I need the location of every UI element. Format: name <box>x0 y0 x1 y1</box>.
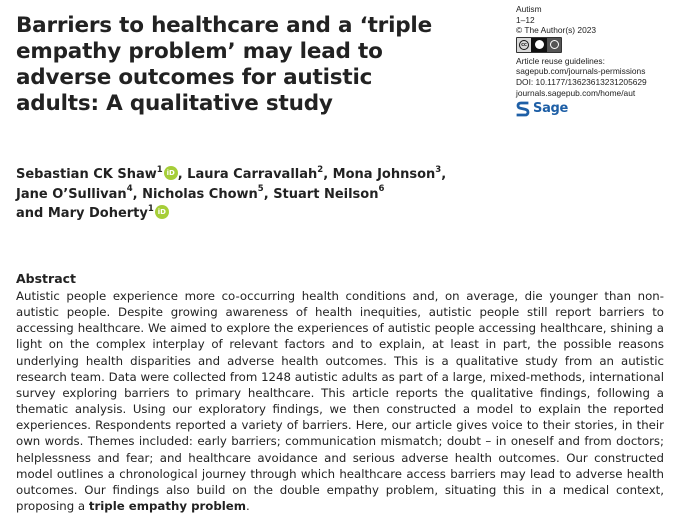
abstract-body-text: Autistic people experience more co-occurring health conditions and, on average, die younger than non-autistic people. Despite growing awareness of health inequities, autistic people still report barriers to accessing healthcare. We aimed to explore the experiences of autistic people accessing healthcare, shining a light on the complex interplay of relevant factors and to explain, at least in part, the possible reasons underlying health disparities and adverse health outcomes. This is a qualitative study from an autistic research team. Data were collected from 1248 autistic adults as part of a large, mixed-methods, international survey exploring barriers to primary healthcare. This article reports the qualitative findings, following a thematic analysis. Using our exploratory findings, we then constructed a model to explain the reported experiences. Respondents reported a variety of barriers. Here, our article gives voice to their stories, in their own words. Themes included: early barriers; communication mismatch; doubt – in oneself and from doctors; helplessness and fear; and healthcare avoidance and serious adverse health outcomes. Our constructed model outlines a chronological journey through which healthcare access barriers may lead to adverse health outcomes. Our findings also build on the double empathy problem, situating this in a medical context, proposing a <box>16 289 664 514</box>
sage-s-icon <box>516 101 530 117</box>
orcid-icon[interactable]: iD <box>155 205 169 219</box>
author-name: Stuart Neilson <box>273 186 379 202</box>
abstract-end: . <box>246 499 250 514</box>
affiliation-marker: 5 <box>257 184 264 195</box>
abstract-heading: Abstract <box>16 271 77 286</box>
abstract-text <box>16 288 664 514</box>
author-name: Mona Johnson <box>332 167 436 182</box>
author-name: Mary Doherty <box>47 206 148 221</box>
affiliation-marker: 3 <box>435 164 442 175</box>
abstract-emphasis: triple empathy problem <box>88 499 247 514</box>
publisher-name: Sage <box>533 100 569 116</box>
affiliation-marker: 2 <box>317 164 324 175</box>
page-range: 1–12 <box>516 14 535 25</box>
author-name: Nicholas Chown <box>142 186 258 202</box>
author-name: Laura Carravallah <box>187 167 318 182</box>
doi[interactable]: DOI: 10.1177/13623613231205629 <box>516 76 647 87</box>
reuse-label: Article reuse guidelines: <box>516 55 605 66</box>
orcid-icon[interactable]: iD <box>164 166 178 180</box>
author-name: Jane O’Sullivan <box>16 186 127 202</box>
affiliation-marker: 4 <box>126 184 133 195</box>
affiliation-marker: 6 <box>378 184 385 195</box>
journal-link[interactable]: journals.sagepub.com/home/aut <box>516 87 636 98</box>
journal-name: Autism <box>516 4 542 14</box>
journal-meta <box>516 4 676 117</box>
article-title: Barriers to healthcare and a ‘triple empathy problem’ may lead to adverse outcomes for autistic adults: A qualitative study <box>16 13 432 116</box>
author-name: Sebastian CK Shaw <box>16 167 157 182</box>
reuse-link[interactable]: sagepub.com/journals-permissions <box>516 66 646 77</box>
cc-by-nc-icon[interactable]: cc <box>516 37 562 53</box>
author-list: Sebastian CK Shaw$^1$ iD , Laura Carravallah$^2$, Mona Johnson$^3$, Jane O’Sullivan$^4$, Nicholas Chown$^5$, Stuart Neilson$^6$ and Mary Doherty$^1$ iD <box>16 164 447 221</box>
affiliation-marker: 1 <box>156 164 163 175</box>
copyright: © The Author(s) 2023 <box>516 25 597 36</box>
sage-logo <box>516 101 676 117</box>
affiliation-marker: 1 <box>147 203 154 214</box>
